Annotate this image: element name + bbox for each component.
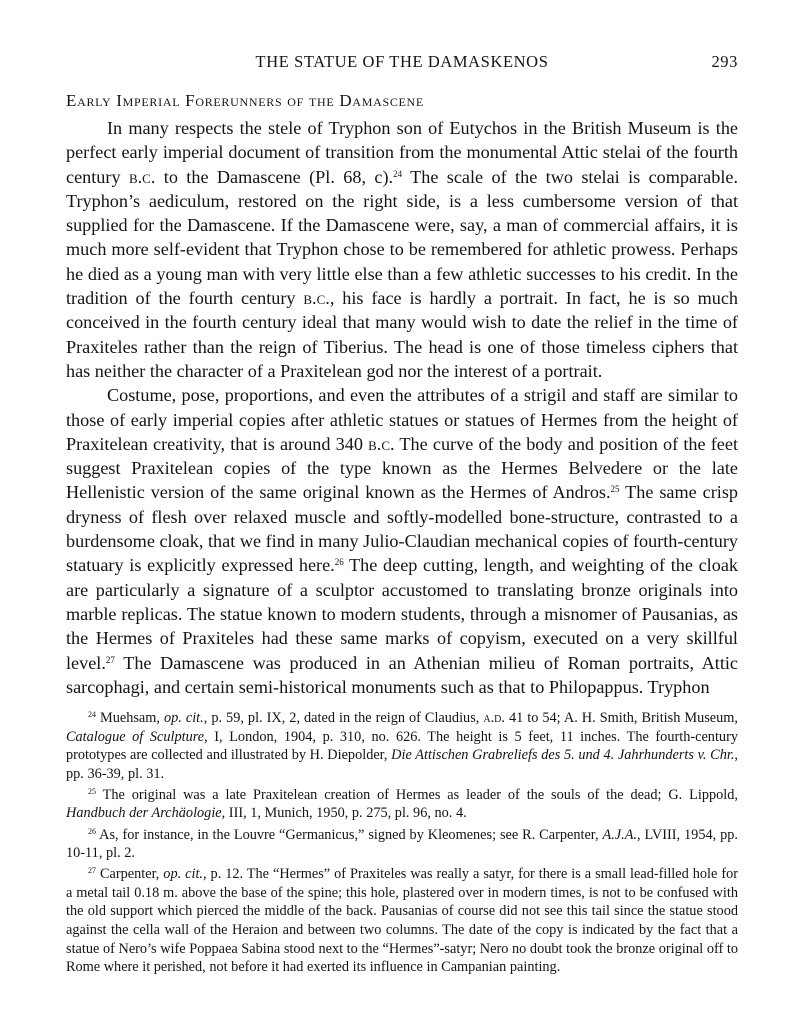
footnote-ref-24[interactable]: 24	[393, 168, 403, 179]
footnote-number: 24	[88, 710, 96, 719]
running-title: THE STATUE OF THE DAMASKENOS	[255, 52, 549, 71]
citation-italic: Handbuch der Archäologie	[66, 805, 222, 822]
text-run: 41 to 54; A. H. Smith, British Museum,	[504, 710, 738, 726]
footnote-26	[66, 826, 738, 863]
text-run: , I, London, 1904, p. 310, no. 626. The height is 5 feet, 11 inches. The fourth-century prototypes are collected and illustrated by H. Diepolder,	[66, 728, 738, 764]
citation-italic: A.J.A.	[602, 826, 638, 843]
text-run: , p. 59, pl. IX, 2, dated in the reign of Claudius,	[203, 710, 484, 726]
text-run: Muehsam,	[96, 710, 164, 726]
text-run: As, for instance, in the Louvre “Germanicus,” signed by Kleomenes; see R. Carpenter,	[96, 826, 603, 843]
page-number: 293	[711, 52, 738, 71]
citation-italic: op. cit.	[163, 710, 204, 726]
section-heading: Early Imperial Forerunners of the Damascene	[66, 91, 424, 110]
body-paragraph-2	[66, 383, 738, 699]
footnote-24	[66, 709, 738, 783]
text-run: , LVIII, 1954, pp. 10-11, pl. 2.	[66, 826, 738, 862]
text-run: The original was a late Praxitelean creation of Hermes as leader of the souls of the dead; G. Lippold,	[96, 786, 738, 803]
citation-italic: Die Attischen Grabreliefs des 5. und 4. Jahrhunderts v. Chr.	[391, 747, 735, 764]
text-run: , his face is hardly a portrait. In fact, he is so much conceived in the fourth century ideal that many would wish to date the relief in the time of Praxiteles rather than the reign of Tiberius. The head is one of those timeless ciphers that has neither the character of a Praxitelean god nor the interest of a portrait.	[66, 288, 738, 381]
text-run: The Damascene was produced in an Athenian milieu of Roman portraits, Attic sarcophagi, and certain semi-historical monuments such as that to Philopappus. Tryphon	[66, 652, 738, 697]
text-run: , III, 1, Munich, 1950, p. 275, pl. 96, no. 4.	[221, 805, 467, 822]
text-run: Costume, pose, proportions, and even the attributes of a strigil and staff are similar to those of early imperial copies after athletic statues or statues of Hermes from the height of Praxitelean creativity, that is around 340	[66, 385, 738, 454]
era-abbrev: a.d.	[483, 710, 505, 726]
citation-italic: op. cit.	[163, 866, 203, 883]
text-run: The scale of the two stelai is comparable. Tryphon’s aediculum, restored on the right side, is a less cumbersome version of that supplied for the Damascene. If the Damascene were, say, a man of commercial affairs, it is much more self-evident that Tryphon chose to be remembered for athletic prowess. Perhaps he died as a young man with very little else than a few athletic successes to his credit. In the tradition of the fourth century	[66, 166, 738, 309]
footnotes	[66, 709, 738, 979]
text-run: The deep cutting, length, and weighting of the cloak are particularly a signature of a sculptor accustomed to translating bronze originals into marble replicas. The statue known to modern students, through a misnomer of Pausanias, as the Hermes of Praxiteles had these same marks of copyism, executed on a very skillful level.	[66, 555, 738, 673]
text-run: The curve of the body and position of the feet suggest Praxitelean copies of the type known as the Hermes Belvedere or the late Hellenistic version of the same original known as the Hermes of Andros.	[66, 433, 738, 503]
footnote-27	[66, 865, 738, 977]
text-run: to the Damascene (Pl. 68, c).	[155, 166, 394, 187]
footnote-number: 25	[88, 786, 96, 796]
era-abbrev: b.c.	[303, 288, 330, 309]
footnote-number: 27	[88, 866, 96, 876]
footnote-ref-27[interactable]: 27	[105, 654, 115, 665]
running-head	[66, 52, 738, 74]
footnote-ref-25[interactable]: 25	[610, 484, 620, 495]
text-run: , p. 12. The “Hermes” of Praxiteles was really a satyr, for there is a small lead-filled hole for a metal tail 0.18 m. above the base of the spine; this hole, plastered over in modern times, is not to be confused with the old support which pierced the middle of the back. Pausanias of course did not see this tail since the statue stood against the cella wall of the Heraion and between two columns. The date of the copy is indicated by the fact that a statue of Nero’s wife Poppaea Sabina stood next to the “Hermes”-satyr; Nero no doubt took the bronze original off to Rome where it perished, not before it had exerted its influence in Campanian painting.	[66, 866, 738, 976]
footnote-ref-26[interactable]: 26	[334, 557, 344, 568]
text-run: , pp. 36-39, pl. 31.	[66, 747, 738, 782]
text-run: Carpenter,	[96, 866, 164, 883]
text-run: The same crisp dryness of flesh over relaxed muscle and softly-modelled bone-structure, contrasted to a burdensome cloak, that we find in many Julio-Claudian mechanical copies of fourth-century statuary is explicitly expressed here.	[66, 482, 739, 576]
citation-italic: Catalogue of Sculpture	[66, 728, 205, 745]
text-run: In many respects the stele of Tryphon son of Eutychos in the British Museum is the perfect early imperial document of transition from the monumental Attic stelai of the fourth century	[66, 118, 738, 187]
era-abbrev: b.c.	[368, 433, 395, 454]
main-text	[66, 116, 738, 699]
footnote-number: 26	[88, 826, 96, 836]
body-paragraph-1	[66, 116, 738, 383]
footnote-25	[66, 786, 738, 823]
era-abbrev: b.c.	[128, 166, 156, 187]
